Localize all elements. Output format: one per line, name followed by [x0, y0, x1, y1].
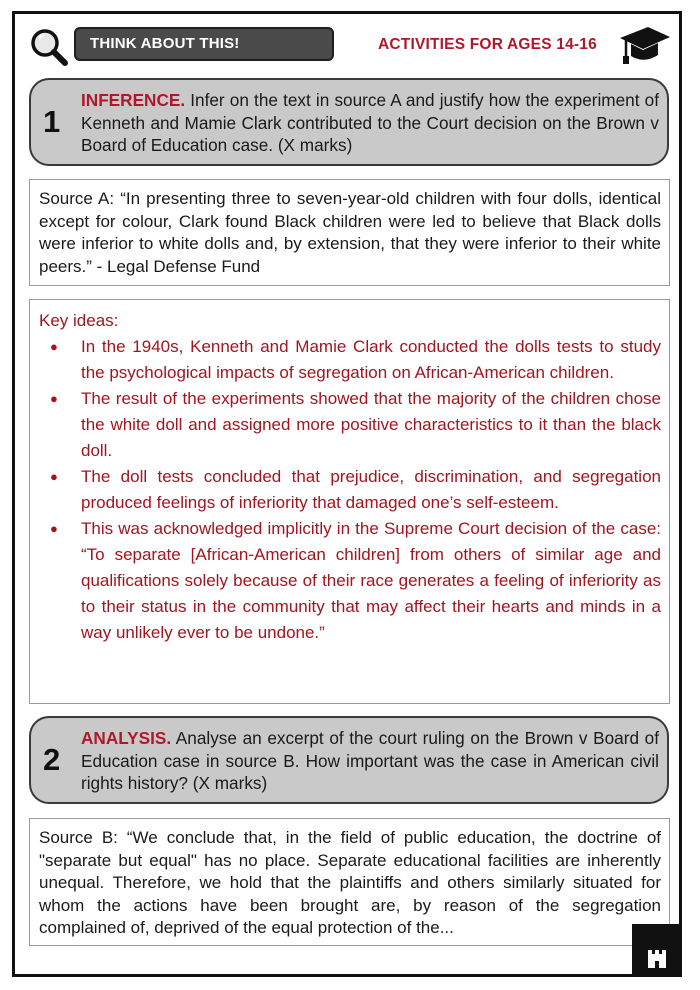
source-a-box	[29, 179, 670, 286]
question-number: 2	[43, 742, 61, 777]
source-b-text: Source B: “We conclude that, in the field of public education, the doctrine of "separate but equal" has no place. Separate educational facilities are inherently unequal. Therefore, we hold that the plaintiffs and others similarly situated for whom the actions have been brought are, by reason of the segregation complained of, deprived of the equal protection of the...	[39, 828, 661, 937]
key-ideas-heading: Key ideas:	[39, 311, 119, 330]
question-text	[81, 727, 659, 795]
castle-icon	[632, 924, 682, 977]
list-item: ● This was acknowledged implicitly in the Supreme Court decision of the case: “To separate [African-American children] from others of similar age and qualifications solely because of their race generates a feeling of inferiority as to their status in the community that may affect their hearts and minds in a way unlikely ever to be undone.”	[39, 516, 661, 646]
key-ideas-list	[39, 334, 661, 646]
think-about-this-banner: THINK ABOUT THIS!	[74, 27, 334, 61]
source-b-box	[29, 818, 670, 946]
key-ideas-box	[29, 299, 670, 704]
magnifying-glass-icon	[28, 26, 68, 66]
question-2-box	[29, 716, 669, 804]
question-label: ANALYSIS.	[81, 728, 172, 748]
question-text	[81, 89, 659, 157]
list-item: ● The result of the experiments showed that the majority of the children chose the white doll and assigned more positive characteristics to it than the black doll.	[39, 386, 661, 464]
question-label: INFERENCE.	[81, 90, 186, 110]
corner-tab	[632, 924, 682, 977]
list-item: ● In the 1940s, Kenneth and Mamie Clark conducted the dolls tests to study the psychological impacts of segregation on African-American children.	[39, 334, 661, 386]
question-number: 1	[43, 104, 61, 139]
key-ideas	[30, 300, 669, 646]
graduation-cap-icon	[618, 24, 672, 66]
list-item: ● The doll tests concluded that prejudice, discrimination, and segregation produced feelings of inferiority that damaged one’s self-esteem.	[39, 464, 661, 516]
source-a-text: Source A: “In presenting three to seven-year-old children with four dolls, identical except for colour, Clark found Black children were led to believe that Black dolls were inferior to white dolls and, by extension, that they were inferior to their white peers.” - Legal Defense Fund	[39, 189, 661, 276]
activities-age-label: ACTIVITIES FOR AGES 14-16	[378, 36, 597, 53]
question-body: Analyse an excerpt of the court ruling on the Brown v Board of Education case in source B. How important was the case in American civil rights history? (X marks)	[81, 728, 659, 793]
question-body: Infer on the text in source A and justify how the experiment of Kenneth and Mamie Clark contributed to the Court decision on the Brown v Board of Education case. (X marks)	[81, 90, 659, 155]
question-1-box	[29, 78, 669, 166]
